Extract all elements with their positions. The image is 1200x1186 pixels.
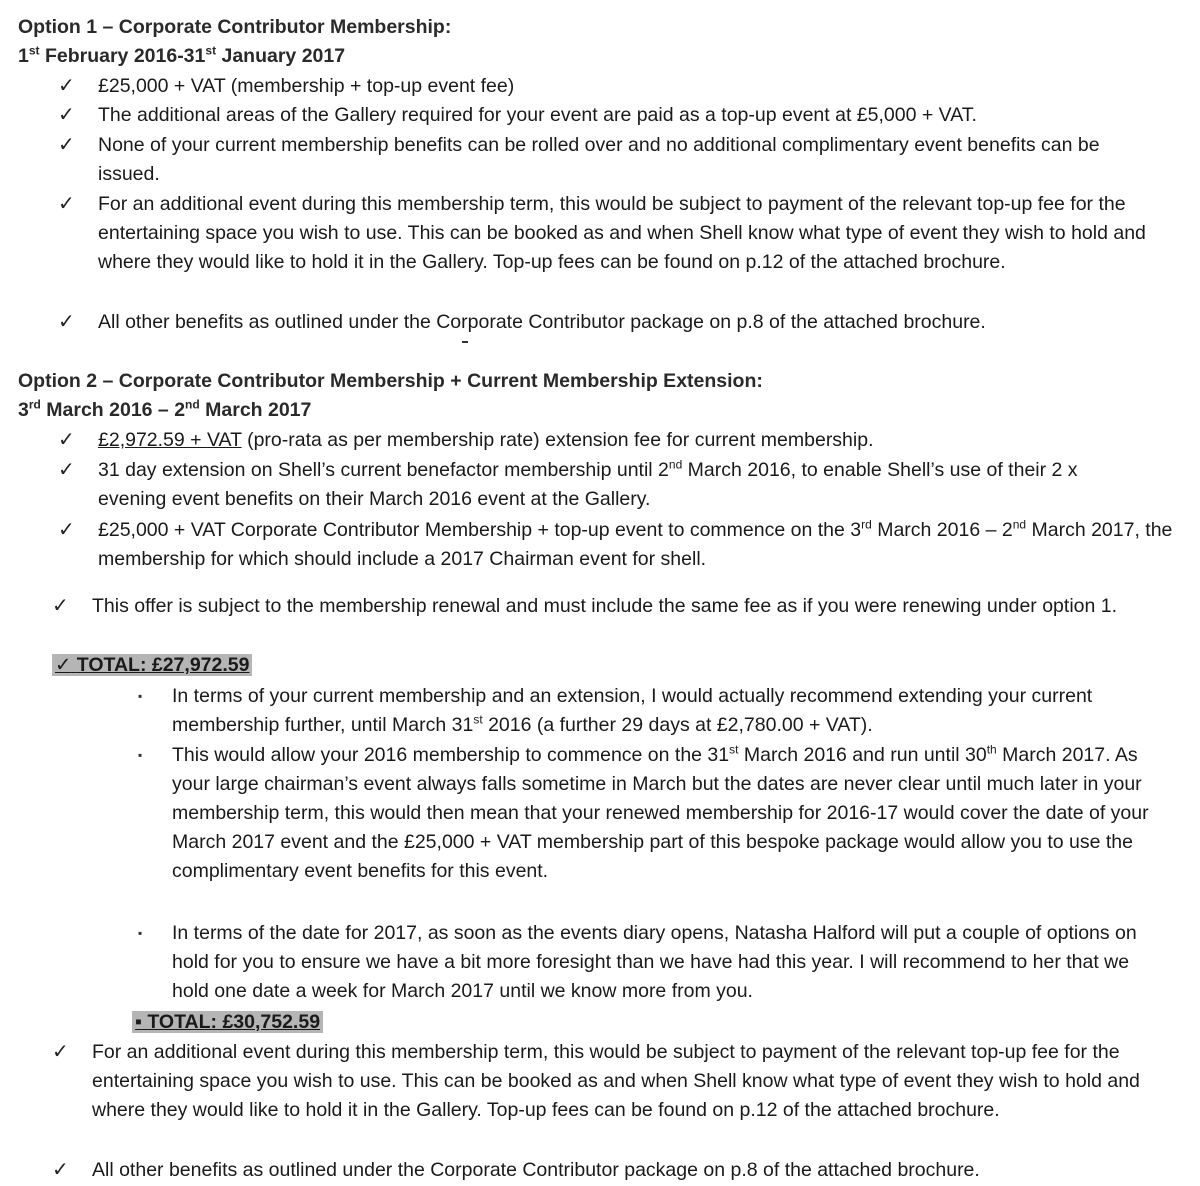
checkmark-icon: ✓ bbox=[58, 75, 75, 97]
option1-title: Option 1 – Corporate Contributor Membership: bbox=[18, 16, 452, 38]
checkmark-icon: ✓ bbox=[58, 104, 75, 126]
checkmark-icon: ✓ bbox=[52, 1041, 69, 1063]
divider bbox=[462, 341, 468, 343]
bullet-icon: ▪ bbox=[138, 926, 143, 940]
total-highlight bbox=[132, 1011, 323, 1033]
total-highlight bbox=[52, 654, 252, 676]
checkmark-icon: ✓ bbox=[52, 1159, 69, 1181]
option2-title: Option 2 – Corporate Contributor Membership + Current Membership Extension: bbox=[18, 370, 763, 392]
checkmark-icon: ✓ bbox=[52, 595, 69, 617]
bullet-icon: ▪ bbox=[138, 689, 143, 703]
checkmark-icon: ✓ bbox=[58, 134, 75, 156]
option2-date: 3rd March 2016 – 2nd March 2017 bbox=[18, 397, 312, 421]
checkmark-icon: ✓ bbox=[58, 429, 75, 451]
bullet-icon: ▪ bbox=[135, 1011, 142, 1033]
bullet-icon: ▪ bbox=[138, 748, 143, 762]
option1-date: 1st February 2016-31st January 2017 bbox=[18, 43, 346, 67]
checkmark-icon: ✓ bbox=[55, 654, 72, 676]
total-amount: TOTAL: £27,972.59 bbox=[76, 654, 250, 676]
checkmark-icon: ✓ bbox=[58, 193, 75, 215]
document-page: Option 1 – Corporate Contributor Membership: 1st February 2016-31st January 2017 ✓ £25,000 + VAT (membership + top-up event fee) ✓ The additional areas of the Gallery required for your event are paid as a top-up event at £5,000 + VAT. ✓ None of your current membership benefits can be rolled over and no additional complimentary event benefits can be issued. ✓ For an additional event during this membership term, this would be subject to payment of the relevant top-up fee for the entertaining space you wish to use. This can be booked as and when Shell know what type of event they wish to hold and where they would like to hold it in the Gallery. Top-up fees can be found on p.12 of the attached brochure. ✓ All other benefits as outlined under the Corporate Contributor package on p.8 of the attached brochure. Option 2 – Corporate Contributor Membership + Current Membership Extension: 3rd March 2016 – 2nd March 2017 ✓ £2,972.59 + VAT (pro-rata as per membership rate) extension fee for current membership. ✓ 31 day extension on Shell’s current benefactor membership until 2nd March 2016, to enable Shell’s use of their 2 x evening event benefits on their March 2016 event at the Gallery. ✓ £25,000 + VAT Corporate Contributor Membership + top-up event to commence on the 3rd March 2016 – 2nd March 2017, the membership for which should include a 2017 Chairman event for shell. ✓ This offer is subject to the membership renewal and must include the same fee as if you were renewing under option 1. ✓ TOTAL: £27,972.59 ▪ In terms of your current membership and an extension, I would actually recommend extending your current membership further, until March 31st 2016 (a further 29 days at £2,780.00 + VAT). ▪ This would allow your 2016 membership to commence on the 31st March 2016 and run until 30th March 2017. As your large chairman’s event always falls sometime in March but the dates are never clear until much later in your membership term, this would then mean that your renewed membership for 2016-17 would cover the date of your March 2017 event and the £25,000 + VAT membership part of this bespoke package would allow you to use the complimentary event benefits for this event. ▪ In terms of the date for 2017, as soon as the events diary opens, Natasha Halford will put a couple of options on hold for you to ensure we have a bit more foresight than we have had this year. I will recommend to her that we hold one date a week for March 2017 until we know more from you. ▪ TOTAL: £30,752.59 ✓ For an additional event during this membership term, this would be subject to payment of the relevant top-up fee for the entertaining space you wish to use. This can be booked as and when Shell know what type of event they wish to hold and where they would like to hold it in the Gallery. Top-up fees can be found on p.12 of the attached brochure. ✓ All other benefits as outlined under the Corporate Contributor package on p.8 of the attached brochure. bbox=[0, 0, 1200, 1186]
checkmark-icon: ✓ bbox=[58, 459, 75, 481]
checkmark-icon: ✓ bbox=[58, 311, 75, 333]
total-amount: TOTAL: £30,752.59 bbox=[147, 1011, 321, 1033]
checkmark-icon: ✓ bbox=[58, 519, 75, 541]
